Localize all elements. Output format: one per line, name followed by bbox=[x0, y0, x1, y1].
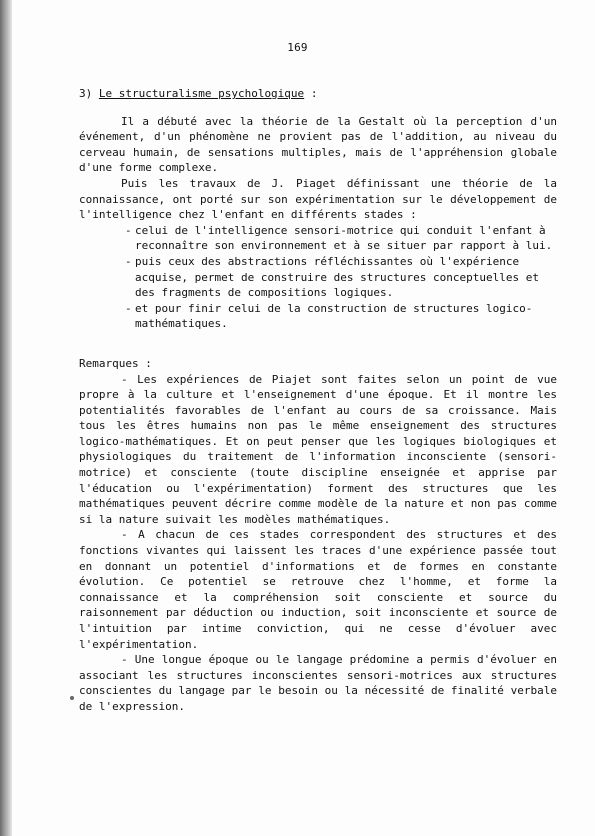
list-item-text: celui de l'intelligence sensori-motrice qui conduit l'enfant à reconnaître son environnement et à se situer par rapport à lui. bbox=[135, 223, 553, 253]
list-dash: - bbox=[125, 223, 132, 237]
margin-speck bbox=[70, 696, 74, 700]
list-item bbox=[125, 223, 557, 254]
section-number: 3) bbox=[79, 87, 93, 100]
list-item bbox=[125, 301, 557, 332]
paragraph-gestalt: Il a débuté avec la théorie de la Gestalt où la perception d'un événement, d'un phénomène ne provient pas de l'addition, au niveau du cerveau humain, de sensations multiples, mais de l'appréhension globale d'une forme complexe. bbox=[79, 114, 557, 175]
remarque-paragraph: - Les expériences de Piajet sont faites selon un point de vue propre à la culture et l'enseignement d'une époque. Et il montre les potentialités favorables de l'enfant au cours de sa croissance. Mais tous les êtres humains non pas le même enseignement des structures logico-mathématiques. Et on peut penser que les logiques biologiques et physiologiques du traitement de l'information inconsciente (sensori-motrice) et consciente (toute discipline enseignée et apprise par l'éducation ou l'expérimentation) forment des structures que les mathématiques peuvent décrire comme modèle de la nature et non pas comme si la nature suivait les modèles mathématiques. bbox=[79, 372, 557, 526]
list-item-text: puis ceux des abstractions réfléchissantes où l'expérience acquise, permet de construire des structures conceptuelles et des fragments de compositions logiques. bbox=[135, 254, 539, 300]
list-dash: - bbox=[125, 254, 132, 268]
binding-shadow bbox=[0, 0, 12, 836]
list-dash: - bbox=[125, 301, 132, 315]
remarques-label: Remarques : bbox=[79, 356, 152, 370]
list-item-text: et pour finir celui de la construction de structures logico-mathématiques. bbox=[135, 301, 533, 331]
page-number: 169 bbox=[287, 41, 308, 54]
remarque-paragraph: - Une longue époque ou le langage prédomine a permis d'évoluer en associant les structures inconscientes sensori-motrices aux structures conscientes du langage par le besoin ou la nécessité de finalité verbale de l'expression. bbox=[79, 653, 557, 713]
stages-list bbox=[79, 223, 557, 332]
list-item bbox=[125, 254, 557, 301]
page-body bbox=[79, 86, 557, 715]
paragraph-piaget: Puis les travaux de J. Piaget définissant une théorie de la connaissance, ont porté sur son expérimentation sur le développement de l'intelligence chez l'enfant en différents stades : bbox=[79, 176, 557, 222]
section-title: Le structuralisme psychologique bbox=[98, 87, 305, 100]
section-heading bbox=[79, 86, 557, 102]
remarque-paragraph: - A chacun de ces stades correspondent des structures et des fonctions vivantes qui laissent les traces d'une expérience passée tout en donnant un potentiel d'informations et de formes en constante évolution. Ce potentiel se retrouve chez l'homme, et forme la connaissance et la compréhension soit consciente et source du raisonnement par déduction ou induction, soit inconsciente et source de l'intuition par intime conviction, qui ne cesse d'évoluer avec l'expérimentation. bbox=[79, 528, 557, 651]
section-title-suffix: : bbox=[310, 87, 318, 100]
